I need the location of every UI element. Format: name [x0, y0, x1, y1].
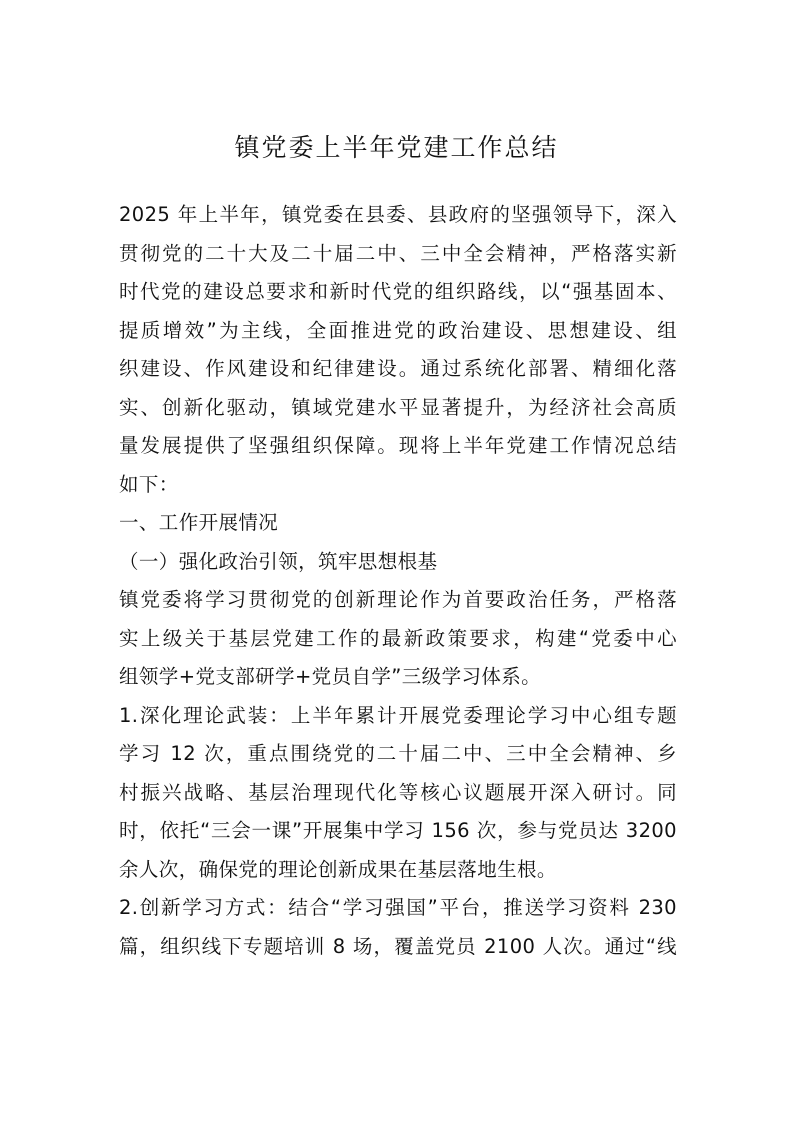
text-line: 织建设、作风建设和纪律建设。通过系统化部署、精细化落	[119, 357, 677, 380]
document-title: 镇党委上半年党建工作总结	[234, 133, 559, 162]
text-line: 组领学+党支部研学+党员自学”三级学习体系。	[119, 665, 542, 688]
text-line: 贯彻党的二十大及二十届二中、三中全会精神，严格落实新	[119, 241, 677, 265]
text-line: 篇，组织线下专题培训 8 场，覆盖党员 2100 人次。通过“线	[119, 934, 677, 958]
text-line: 2.创新学习方式：结合“学习强国”平台，推送学习资料 230	[119, 896, 677, 919]
text-line: 如下：	[119, 472, 179, 496]
text-line: 实上级关于基层党建工作的最新政策要求，构建“党委中心	[119, 626, 677, 650]
text-line: 实、创新化驱动，镇域党建水平显著提升，为经济社会高质	[119, 395, 677, 419]
text-line: 1.深化理论武装：上半年累计开展党委理论学习中心组专题	[119, 703, 677, 727]
text-line: 2025 年上半年，镇党委在县委、县政府的坚强领导下，深入	[119, 203, 677, 226]
text-line: 村振兴战略、基层治理现代化等核心议题展开深入研讨。同	[119, 780, 677, 804]
section-heading: 一、工作开展情况	[119, 511, 279, 534]
subsection-heading: （一）强化政治引领，筑牢思想根基	[119, 549, 438, 573]
text-line: 量发展提供了坚强组织保障。现将上半年党建工作情况总结	[119, 434, 677, 457]
document-body	[119, 196, 677, 966]
text-line: 余人次，确保党的理论创新成果在基层落地生根。	[119, 857, 557, 881]
text-line: 镇党委将学习贯彻党的创新理论作为首要政治任务，严格落	[119, 588, 677, 611]
text-line: 时代党的建设总要求和新时代党的组织路线，以“强基固本、	[119, 280, 677, 303]
text-line: 学习 12 次，重点围绕党的二十届二中、三中全会精神、乡	[119, 742, 677, 765]
text-line: 提质增效”为主线，全面推进党的政治建设、思想建设、组	[119, 318, 677, 342]
text-line: 时，依托“三会一课”开展集中学习 156 次，参与党员达 3200	[119, 819, 677, 842]
